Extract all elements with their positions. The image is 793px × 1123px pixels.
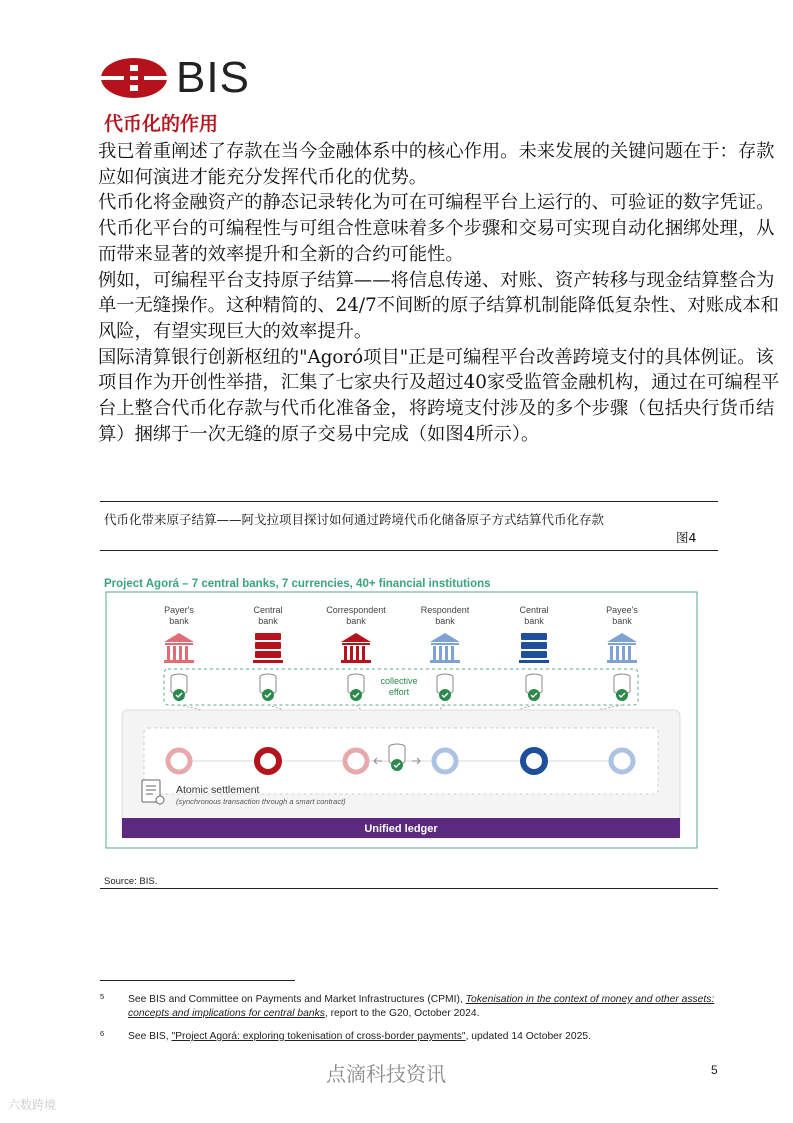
footnote-5-post: , report to the G20, October 2024. (324, 1008, 480, 1019)
paragraph-2: 代币化将金融资产的静态记录转化为可在可编程平台上运行的、可验证的数字凭证。代币化平台的可编程性与可组合性意味着多个步骤和交易可实现自动化捆绑处理，从而带来显著的效率提升和全新的合约可能性。 (98, 192, 775, 265)
footnote-rule (100, 980, 295, 981)
body-text (98, 139, 788, 447)
agora-diagram-svg (104, 568, 704, 858)
diagram-title: Project Agorá – 7 central banks, 7 currencies, 40+ financial institutions (104, 578, 491, 590)
footnote-5-link[interactable]: Tokenisation in the context of money and other assets: concepts and implications for central banks (128, 994, 715, 1019)
footnote-5-number: 5 (100, 992, 105, 1001)
footnote-5-pre: See BIS and Committee on Payments and Market Infrastructures (CPMI), (128, 994, 466, 1005)
bank-label-2b: bank (258, 616, 278, 626)
watermark-text: 点滴科技资讯 (326, 1062, 446, 1086)
collective-label: collective (380, 676, 418, 686)
footnote-6-pre: See BIS, (128, 1031, 172, 1042)
payer-node (168, 750, 190, 772)
footnote-5-text (128, 993, 718, 1021)
bank-label-5: Central (519, 605, 549, 615)
respondent-node (434, 750, 456, 772)
bank-label-4b: bank (435, 616, 455, 626)
agora-diagram (104, 568, 704, 858)
bank-label-1b: bank (169, 616, 189, 626)
bank-label-1: Payer's (164, 605, 194, 615)
figure-rule-mid (100, 550, 718, 551)
bis-logo-icon (100, 57, 168, 99)
bank-label-5b: bank (524, 616, 544, 626)
page-number: 5 (711, 1063, 718, 1077)
correspondent-node (345, 750, 367, 772)
token-check-icon-3 (348, 674, 364, 701)
footnote-6-number: 6 (100, 1029, 105, 1038)
central-bank-node-1 (257, 750, 279, 772)
figure-number: 图4 (676, 530, 697, 545)
atomic-settlement-title: Atomic settlement (176, 784, 260, 796)
figure-source: Source: BIS. (104, 876, 158, 887)
logo-text: BIS (176, 53, 250, 102)
paragraph-3: 例如，可编程平台支持原子结算——将信息传递、对账、资产转移与现金结算整合为单一无缝操作。这种精简的、24/7不间断的原子结算机制能降低复杂性、对账成本和风险，有望实现巨大的效率提升。 (98, 269, 779, 342)
token-check-icon-5 (526, 674, 542, 701)
section-title: 代币化的作用 (104, 113, 219, 135)
token-check-icon-2 (260, 674, 276, 701)
bank-label-3: Correspondent (326, 605, 386, 615)
token-check-icon-1 (171, 674, 187, 701)
figure-rule-bottom (100, 888, 718, 889)
footnote-6-link[interactable]: "Project Agorá: exploring tokenisation of cross-border payments" (171, 1031, 466, 1042)
figure-rule-top (100, 501, 718, 502)
bank-label-4: Respondent (420, 605, 470, 615)
collective-label-2: effort (388, 687, 410, 697)
unified-ledger-label: Unified ledger (364, 823, 438, 835)
bis-logo (100, 55, 250, 101)
atomic-token-icon (389, 744, 405, 771)
payee-node (611, 750, 633, 772)
paragraph-4: 国际清算银行创新枢纽的"Agoró项目"正是可编程平台改善跨境支付的具体例证。该项目作为开创性举措，汇集了七家央行及超过40家受监管金融机构，通过在可编程平台上整合代币化存款与代币化准备金，将跨境支付涉及的多个步骤（包括央行货币结算）捆绑于一次无缝的原子交易中完成（如图4所示）。 (98, 346, 780, 445)
figure-caption: 代币化带来原子结算——阿戈拉项目探讨如何通过跨境代币化储备原子方式结算代币化存款 (104, 512, 605, 527)
bank-label-2: Central (253, 605, 283, 615)
bank-label-6b: bank (612, 616, 632, 626)
central-bank-node-2 (523, 750, 545, 772)
token-check-icon-4 (437, 674, 453, 701)
footnote-6-text (128, 1030, 718, 1044)
atomic-settlement-sub: (synchronous transaction through a smart contract) (176, 797, 346, 806)
footnote-6 (100, 1030, 720, 1046)
bank-label-3b: bank (346, 616, 366, 626)
bank-label-6: Payee's (606, 605, 638, 615)
token-check-icon-6 (614, 674, 630, 701)
footnote-5 (100, 993, 720, 1023)
paragraph-1: 我已着重阐述了存款在当今金融体系中的核心作用。未来发展的关键问题在于：存款应如何演进才能充分发挥代币化的优势。 (98, 141, 775, 188)
corner-watermark: 六数跨境 (8, 1098, 57, 1112)
footnote-6-post: , updated 14 October 2025. (465, 1031, 591, 1042)
